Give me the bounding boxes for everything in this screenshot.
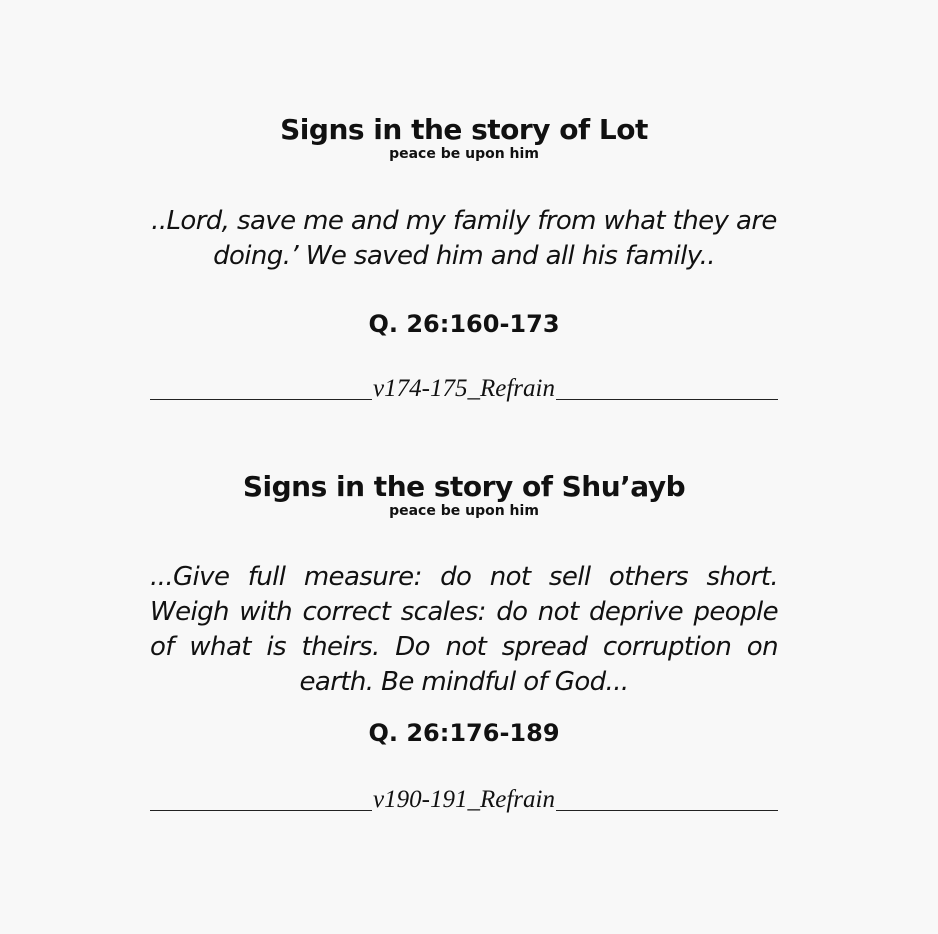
section-lot-reference-block [150,310,778,338]
verse-reference: Q. 26:160-173 [368,310,560,338]
refrain-rule-left [150,399,372,400]
section-shuayb [150,471,778,519]
section-shuayb-refrain-block [150,784,778,814]
refrain-label: v190-191_Refrain [373,786,555,813]
section-title: Signs in the story of Shu’ayb [242,470,686,503]
verse-quote: ...Give full measure: do not sell others short. Weigh with correct scales: do not deprive people of what is theirs. Do not spread corruption on earth. Be mindful of God... [150,562,778,697]
section-lot-refrain-block [150,373,778,403]
verse-reference: Q. 26:176-189 [368,719,560,747]
refrain-label: v174-175_Refrain [373,375,555,402]
verse-quote: ..Lord, save me and my family from what they are doing.’ We saved him and all his family.. [151,206,777,271]
refrain-line [150,784,778,814]
refrain-line [150,373,778,403]
section-subtitle: peace be upon him [389,503,539,519]
refrain-rule-right [556,810,778,811]
refrain-rule-right [556,399,778,400]
section-shuayb-quote-block [150,560,778,700]
section-lot-quote-block [150,204,778,274]
refrain-rule-left [150,810,372,811]
section-shuayb-reference-block [150,719,778,747]
section-subtitle: peace be upon him [389,146,539,162]
section-title: Signs in the story of Lot [280,113,648,146]
section-lot [150,114,778,162]
